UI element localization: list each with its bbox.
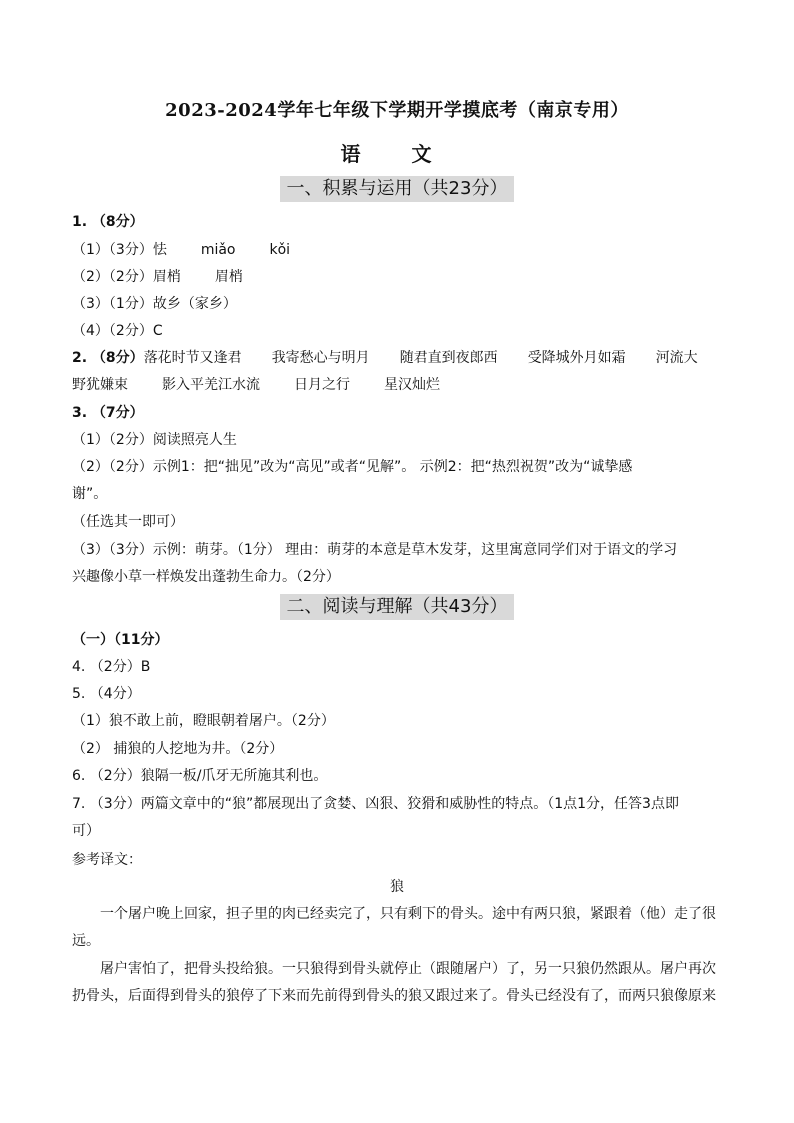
part1-label: （一）（11分） (72, 632, 169, 648)
q3-label: 3. （7分） (72, 405, 144, 421)
section-header-1: 一、积累与运用（共23分） (280, 176, 514, 202)
q1-pinyin-2: kǒi (269, 242, 291, 258)
q2-item-5: 河流大 (655, 350, 698, 366)
translation-p2-line-2: 扔骨头，后面得到骨头的狼停了下来而先前得到骨头的狼又跟过来了。骨头已经没有了，而两只狼像原来 (72, 988, 716, 1004)
q2-line-1 (72, 348, 732, 368)
translation-p1-line-1: 一个屠户晚上回家，担子里的肉已经卖完了，只有剩下的骨头。途中有两只狼，紧跟着（他）走了很 (100, 906, 716, 922)
q2-item-1: 落花时节又逢君 (143, 350, 242, 366)
q1-answer-3: （3）（1分）故乡（家乡） (72, 296, 237, 312)
q6-answer: 6. （2分）狼隔一板/爪牙无所施其利也。 (72, 768, 328, 784)
translation-p2-line-1: 屠户害怕了，把骨头投给狼。一只狼得到骨头就停止（跟随屠户）了，另一只狼仍然跟从。屠户再次 (100, 961, 716, 977)
q3-answer-2-line-2: 谢”。 (72, 486, 108, 502)
q2-item-7: 影入平羌江水流 (162, 377, 260, 393)
translation-p1-line-2: 远。 (72, 933, 100, 949)
q1-answer-1-prefix: （1）（3分）怯 (72, 242, 167, 258)
q7-answer-line-2: 可） (72, 823, 100, 839)
q2-item-4: 受降城外月如霜 (527, 350, 626, 366)
q1-answer-4: （4）（2分）C (72, 323, 163, 339)
q4-answer: 4. （2分）B (72, 659, 151, 675)
section-header-2: 二、阅读与理解（共43分） (280, 594, 514, 620)
q1-answer-1 (72, 240, 732, 260)
q2-item-3: 随君直到夜郎西 (399, 350, 498, 366)
q3-answer-2-note: （任选其一即可） (72, 514, 184, 530)
reference-title: 狼 (390, 879, 404, 895)
q1-answer-2-word: 眉梢 (214, 269, 243, 285)
q5-answer-1: （1）狼不敢上前，瞪眼朝着屠户。（2分） (72, 713, 335, 729)
q2-label: 2. （8分） (72, 350, 144, 366)
reference-translation-label: 参考译文： (72, 852, 142, 868)
q2-item-8: 日月之行 (294, 377, 350, 393)
q3-answer-3-line-1: （3）（3分）示例：萌芽。（1分） 理由：萌芽的本意是草木发芽，这里寓意同学们对于语文的学习 (72, 542, 678, 558)
q2-item-6: 野犹嫌束 (72, 377, 128, 393)
q1-pinyin-1: miǎo (200, 242, 236, 258)
q7-answer-line-1: 7. （3分）两篇文章中的“狼”都展现出了贪婪、凶狠、狡猾和威胁性的特点。（1点1分，任答3点即 (72, 796, 679, 812)
q3-answer-2-line-1: （2）（2分）示例1：把“拙见”改为“高见”或者“见解”。 示例2：把“热烈祝贺”改为“诚挚感 (72, 459, 633, 475)
q5-label: 5. （4分） (72, 686, 141, 702)
q3-answer-3-line-2: 兴趣像小草一样焕发出蓬勃生命力。（2分） (72, 569, 340, 585)
subject-heading: 语 文 (340, 142, 454, 166)
q3-answer-1: （1）（2分）阅读照亮人生 (72, 432, 237, 448)
q5-answer-2: （2） 捕狼的人挖地为井。（2分） (72, 741, 284, 757)
q2-item-9: 星汉灿烂 (384, 377, 440, 393)
q1-answer-2 (72, 267, 732, 287)
q2-line-2 (72, 375, 732, 395)
q1-label: 1. （8分） (72, 214, 144, 230)
q1-answer-2-prefix: （2）（2分）眉梢 (72, 269, 181, 285)
page-title: 2023-2024学年七年级下学期开学摸底考（南京专用） (165, 100, 629, 121)
q2-item-2: 我寄愁心与明月 (271, 350, 370, 366)
